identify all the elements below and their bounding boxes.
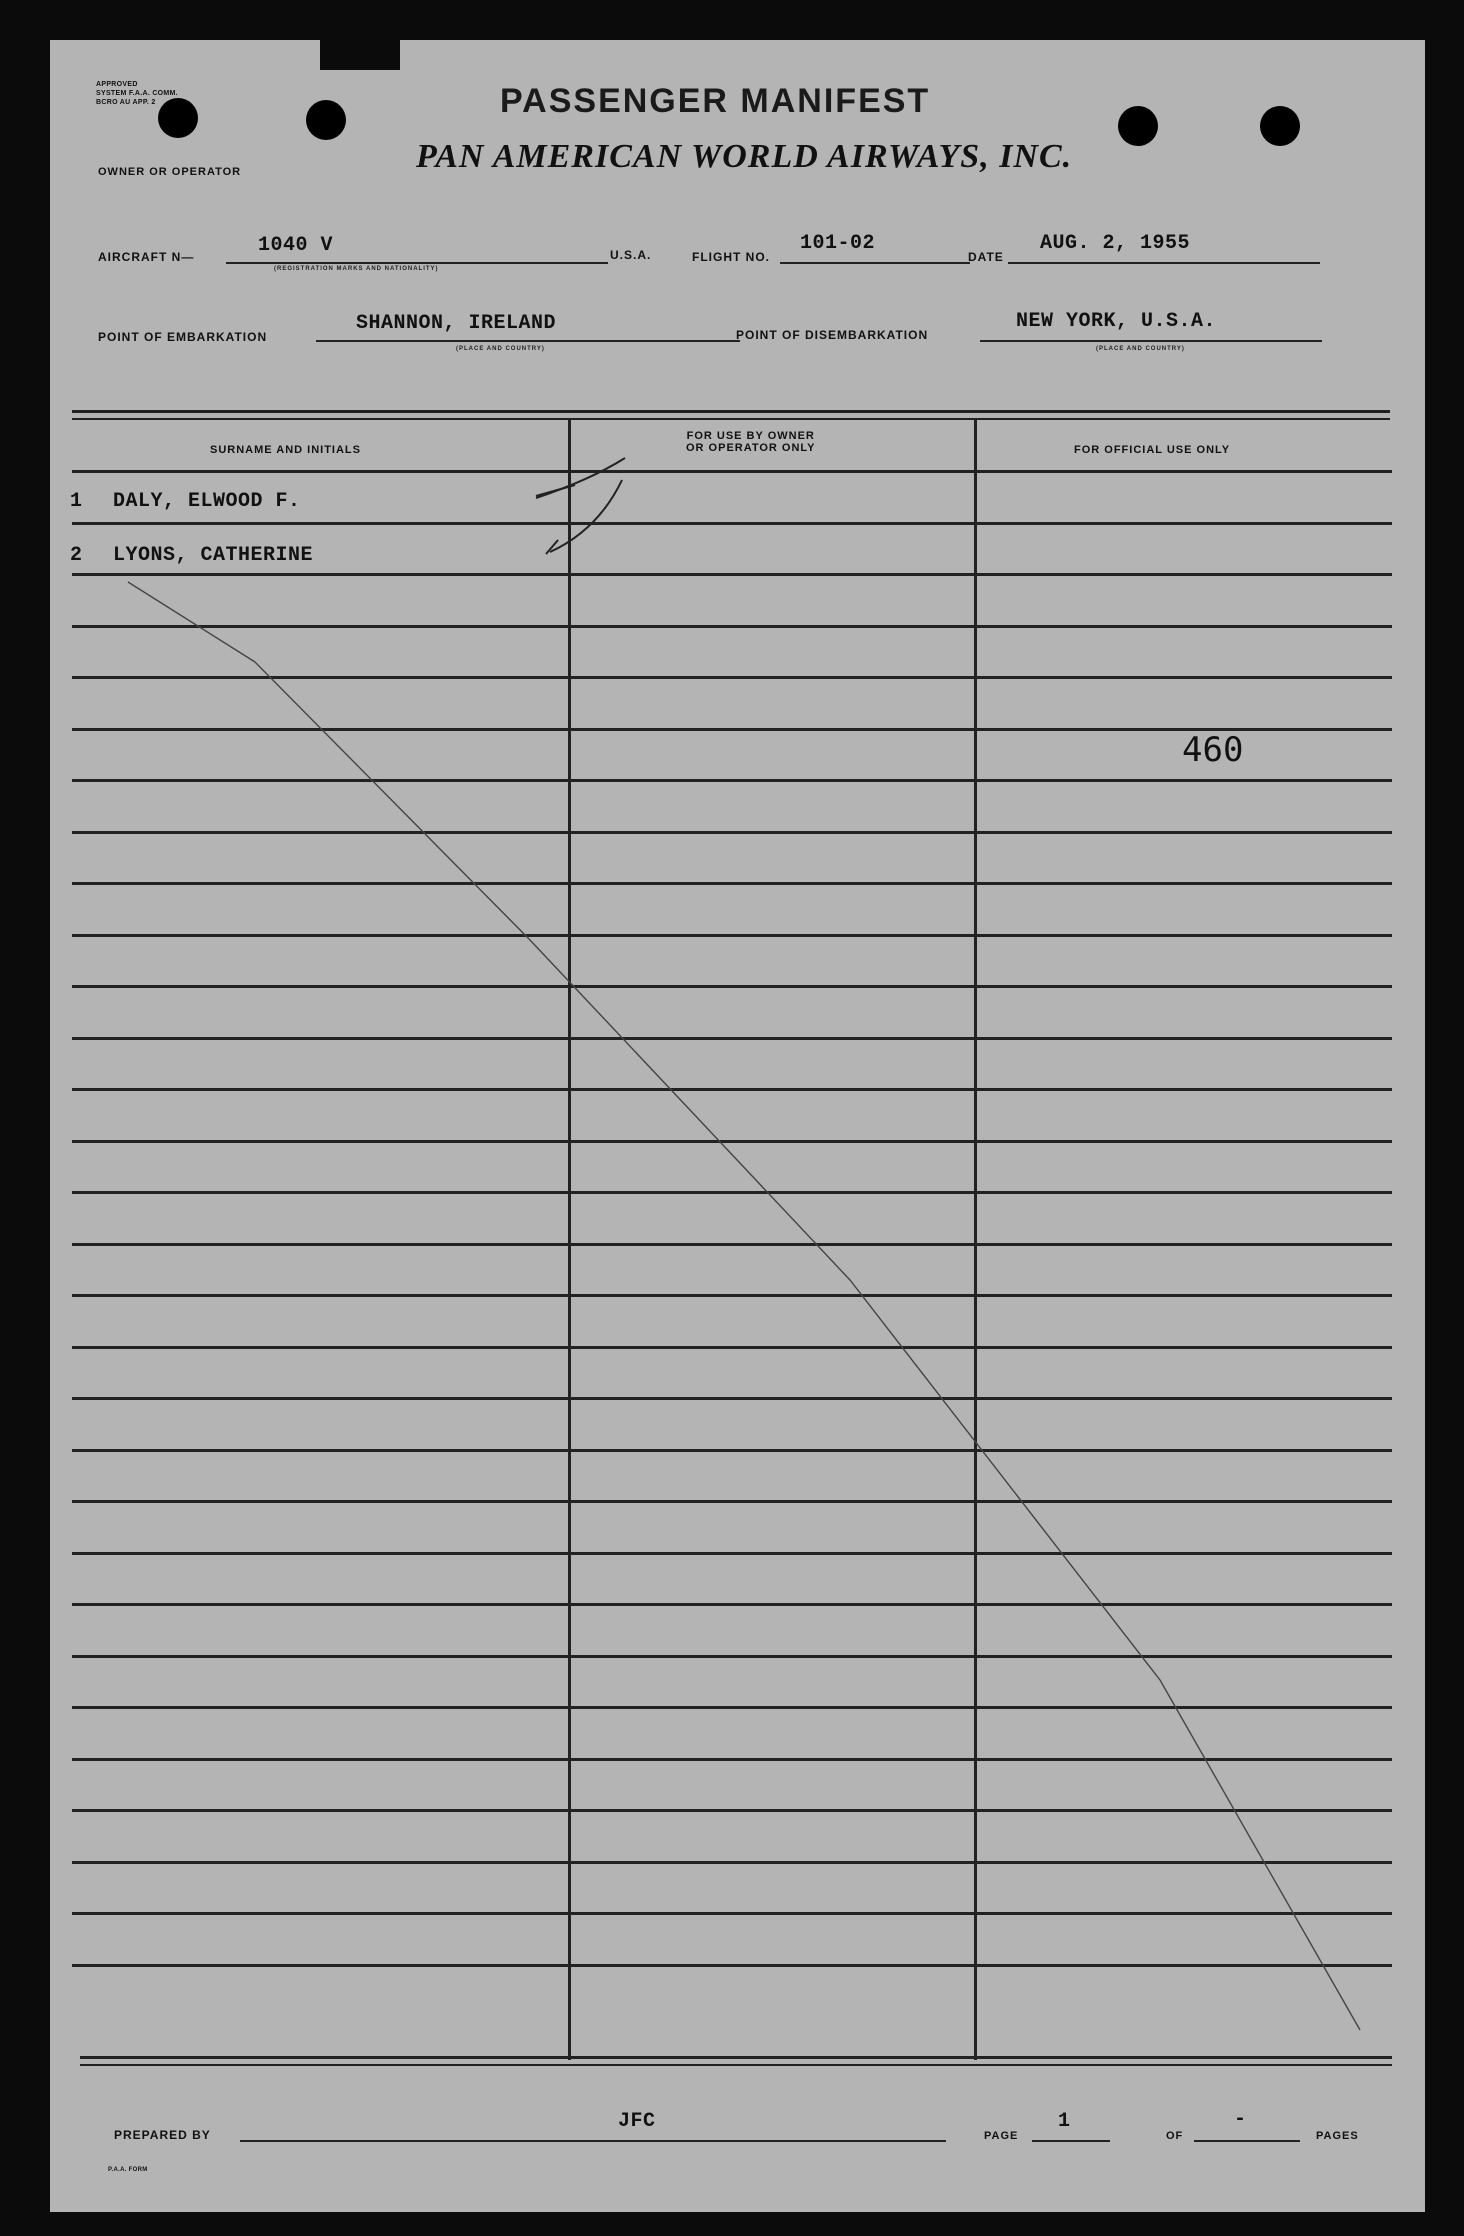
col-header-official: FOR OFFICIAL USE ONLY	[1074, 444, 1231, 456]
of-underline	[1194, 2140, 1300, 2142]
embark-value: SHANNON, IRELAND	[356, 312, 557, 335]
registration-caption: (REGISTRATION MARKS AND NATIONALITY)	[274, 266, 439, 272]
passenger-name: DALY, ELWOOD F.	[113, 490, 301, 513]
embark-caption: (PLACE AND COUNTRY)	[456, 346, 545, 352]
approval-line: APP. 2	[132, 99, 156, 106]
flight-value: 101-02	[800, 232, 876, 255]
form-code: P.A.A. FORM	[108, 2167, 148, 2173]
page-label: PAGE	[984, 2130, 1019, 2142]
passenger-name: LYONS, CATHERINE	[113, 544, 314, 567]
aircraft-label: AIRCRAFT N—	[98, 250, 195, 264]
usa-label: U.S.A.	[610, 248, 652, 262]
row-number: 1	[70, 490, 83, 513]
date-value: AUG. 2, 1955	[1040, 232, 1191, 255]
approval-line: SYSTEM F.A.A. COMM.	[96, 90, 178, 97]
row-number: 2	[70, 544, 83, 567]
pages-label: PAGES	[1316, 2130, 1359, 2142]
aircraft-value: 1040 V	[258, 234, 334, 257]
date-label: DATE	[968, 250, 1004, 264]
disembark-caption: (PLACE AND COUNTRY)	[1096, 346, 1185, 352]
of-label: OF	[1166, 2130, 1184, 2142]
page-underline	[1032, 2140, 1110, 2142]
embark-label: POINT OF EMBARKATION	[98, 330, 268, 344]
col-header-owner-line: FOR USE BY OWNER	[686, 430, 815, 442]
col-header-owner-line: OR OPERATOR ONLY	[686, 442, 816, 454]
prepared-value: JFC	[618, 2110, 656, 2133]
col-header-surname: SURNAME AND INITIALS	[210, 444, 361, 456]
approval-line: BCRO AU	[96, 99, 131, 106]
airline-name: PAN AMERICAN WORLD AIRWAYS, INC.	[416, 138, 1073, 175]
cancel-line	[128, 582, 1360, 2030]
of-value: -	[1234, 2108, 1247, 2131]
flight-label: FLIGHT NO.	[692, 250, 770, 264]
pencil-marks	[50, 40, 1425, 2212]
page-title: PASSENGER MANIFEST	[500, 82, 931, 120]
page-value: 1	[1058, 2110, 1071, 2133]
disembark-label: POINT OF DISEMBARKATION	[736, 328, 929, 342]
check-mark	[550, 480, 622, 552]
manifest-sheet	[50, 40, 1425, 2212]
prepared-label: PREPARED BY	[114, 2128, 211, 2142]
prepared-underline	[240, 2140, 946, 2142]
approval-line: APPROVED	[96, 81, 138, 88]
owner-label: OWNER OR OPERATOR	[98, 166, 242, 178]
disembark-value: NEW YORK, U.S.A.	[1016, 310, 1217, 333]
official-note: 460	[1182, 730, 1244, 770]
